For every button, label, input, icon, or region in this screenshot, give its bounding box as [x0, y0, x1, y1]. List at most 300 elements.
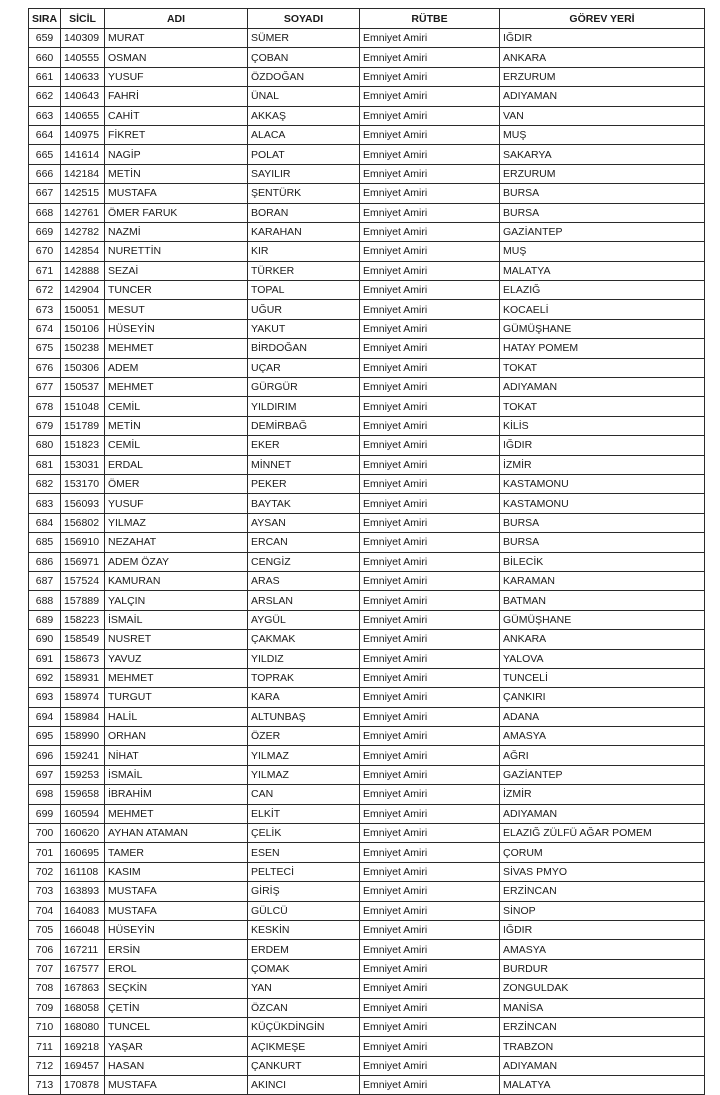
cell-sira: 684 — [29, 513, 61, 532]
table-row — [29, 48, 705, 67]
cell-gorev-yeri: ADANA — [500, 707, 705, 726]
cell-rutbe: Emniyet Amiri — [360, 804, 500, 823]
cell-rutbe: Emniyet Amiri — [360, 300, 500, 319]
cell-rutbe: Emniyet Amiri — [360, 339, 500, 358]
cell-sicil: 158974 — [61, 688, 105, 707]
cell-sicil: 142761 — [61, 203, 105, 222]
cell-rutbe: Emniyet Amiri — [360, 1056, 500, 1075]
cell-sira: 707 — [29, 959, 61, 978]
cell-adi: MUSTAFA — [105, 882, 248, 901]
cell-gorev-yeri: ÇANKIRI — [500, 688, 705, 707]
table-row — [29, 261, 705, 280]
cell-rutbe: Emniyet Amiri — [360, 67, 500, 86]
cell-gorev-yeri: ELAZIĞ — [500, 281, 705, 300]
cell-sira: 694 — [29, 707, 61, 726]
cell-soyadi: CENGİZ — [248, 552, 360, 571]
cell-soyadi: UÇAR — [248, 358, 360, 377]
cell-sira: 683 — [29, 494, 61, 513]
cell-adi: TAMER — [105, 843, 248, 862]
cell-sicil: 169457 — [61, 1056, 105, 1075]
cell-soyadi: ARAS — [248, 571, 360, 590]
table-row — [29, 804, 705, 823]
header-soyadi: SOYADI — [248, 9, 360, 29]
cell-soyadi: AYSAN — [248, 513, 360, 532]
cell-gorev-yeri: KASTAMONU — [500, 474, 705, 493]
cell-soyadi: GÜLCÜ — [248, 901, 360, 920]
cell-rutbe: Emniyet Amiri — [360, 785, 500, 804]
cell-gorev-yeri: BURSA — [500, 533, 705, 552]
cell-adi: HASAN — [105, 1056, 248, 1075]
cell-adi: ADEM ÖZAY — [105, 552, 248, 571]
cell-sira: 677 — [29, 378, 61, 397]
cell-adi: TUNCER — [105, 281, 248, 300]
table-row — [29, 940, 705, 959]
cell-sicil: 142888 — [61, 261, 105, 280]
cell-sicil: 167211 — [61, 940, 105, 959]
cell-adi: ORHAN — [105, 727, 248, 746]
cell-rutbe: Emniyet Amiri — [360, 319, 500, 338]
cell-soyadi: KESKİN — [248, 920, 360, 939]
cell-soyadi: AKINCI — [248, 1076, 360, 1095]
cell-sicil: 166048 — [61, 920, 105, 939]
cell-soyadi: ERDEM — [248, 940, 360, 959]
table-row — [29, 184, 705, 203]
cell-soyadi: SÜMER — [248, 29, 360, 48]
cell-sira: 692 — [29, 668, 61, 687]
cell-adi: AYHAN ATAMAN — [105, 824, 248, 843]
table-row — [29, 707, 705, 726]
cell-adi: EROL — [105, 959, 248, 978]
cell-rutbe: Emniyet Amiri — [360, 261, 500, 280]
cell-sicil: 158931 — [61, 668, 105, 687]
cell-adi: MURAT — [105, 29, 248, 48]
cell-soyadi: YAN — [248, 979, 360, 998]
cell-sicil: 156802 — [61, 513, 105, 532]
cell-sicil: 150051 — [61, 300, 105, 319]
cell-sicil: 167577 — [61, 959, 105, 978]
cell-rutbe: Emniyet Amiri — [360, 474, 500, 493]
cell-sira: 709 — [29, 998, 61, 1017]
cell-rutbe: Emniyet Amiri — [360, 106, 500, 125]
table-row — [29, 436, 705, 455]
table-row — [29, 145, 705, 164]
cell-rutbe: Emniyet Amiri — [360, 824, 500, 843]
header-rutbe: RÜTBE — [360, 9, 500, 29]
cell-soyadi: YILMAZ — [248, 746, 360, 765]
cell-sicil: 151789 — [61, 416, 105, 435]
cell-rutbe: Emniyet Amiri — [360, 843, 500, 862]
cell-sira: 690 — [29, 630, 61, 649]
cell-adi: NİHAT — [105, 746, 248, 765]
cell-gorev-yeri: İZMİR — [500, 455, 705, 474]
cell-sira: 686 — [29, 552, 61, 571]
table-row — [29, 785, 705, 804]
cell-soyadi: YAKUT — [248, 319, 360, 338]
cell-soyadi: ÇANKURT — [248, 1056, 360, 1075]
table-row — [29, 727, 705, 746]
cell-sicil: 163893 — [61, 882, 105, 901]
cell-rutbe: Emniyet Amiri — [360, 378, 500, 397]
cell-sira: 708 — [29, 979, 61, 998]
cell-gorev-yeri: ERZİNCAN — [500, 1017, 705, 1036]
cell-soyadi: KÜÇÜKDİNGİN — [248, 1017, 360, 1036]
table-row — [29, 455, 705, 474]
cell-sira: 682 — [29, 474, 61, 493]
table-row — [29, 67, 705, 86]
cell-adi: HALİL — [105, 707, 248, 726]
cell-sira: 680 — [29, 436, 61, 455]
cell-sira: 661 — [29, 67, 61, 86]
table-row — [29, 610, 705, 629]
table-row — [29, 824, 705, 843]
cell-gorev-yeri: BATMAN — [500, 591, 705, 610]
cell-sira: 671 — [29, 261, 61, 280]
cell-sira: 699 — [29, 804, 61, 823]
cell-gorev-yeri: GAZİANTEP — [500, 765, 705, 784]
cell-adi: ERSİN — [105, 940, 248, 959]
table-row — [29, 591, 705, 610]
cell-rutbe: Emniyet Amiri — [360, 746, 500, 765]
cell-rutbe: Emniyet Amiri — [360, 125, 500, 144]
cell-gorev-yeri: YALOVA — [500, 649, 705, 668]
cell-gorev-yeri: ZONGULDAK — [500, 979, 705, 998]
cell-soyadi: ÇOMAK — [248, 959, 360, 978]
cell-sicil: 140309 — [61, 29, 105, 48]
cell-rutbe: Emniyet Amiri — [360, 358, 500, 377]
header-sicil: SİCİL — [61, 9, 105, 29]
cell-gorev-yeri: KİLİS — [500, 416, 705, 435]
cell-sira: 660 — [29, 48, 61, 67]
cell-gorev-yeri: TOKAT — [500, 358, 705, 377]
cell-rutbe: Emniyet Amiri — [360, 87, 500, 106]
cell-adi: NAGİP — [105, 145, 248, 164]
cell-sira: 678 — [29, 397, 61, 416]
cell-sira: 706 — [29, 940, 61, 959]
cell-rutbe: Emniyet Amiri — [360, 436, 500, 455]
cell-soyadi: YILDIZ — [248, 649, 360, 668]
cell-soyadi: KARA — [248, 688, 360, 707]
cell-sira: 711 — [29, 1037, 61, 1056]
cell-gorev-yeri: ADIYAMAN — [500, 378, 705, 397]
cell-rutbe: Emniyet Amiri — [360, 513, 500, 532]
cell-soyadi: TOPAL — [248, 281, 360, 300]
cell-sicil: 157524 — [61, 571, 105, 590]
cell-gorev-yeri: AMASYA — [500, 727, 705, 746]
cell-gorev-yeri: BURSA — [500, 513, 705, 532]
cell-rutbe: Emniyet Amiri — [360, 571, 500, 590]
cell-adi: CEMİL — [105, 436, 248, 455]
cell-rutbe: Emniyet Amiri — [360, 688, 500, 707]
table-row — [29, 106, 705, 125]
table-row — [29, 688, 705, 707]
cell-rutbe: Emniyet Amiri — [360, 222, 500, 241]
cell-soyadi: AKKAŞ — [248, 106, 360, 125]
cell-adi: YAŞAR — [105, 1037, 248, 1056]
personnel-list-sheet — [28, 8, 704, 1095]
cell-rutbe: Emniyet Amiri — [360, 164, 500, 183]
cell-gorev-yeri: BURSA — [500, 184, 705, 203]
table-row — [29, 397, 705, 416]
cell-gorev-yeri: SİVAS PMYO — [500, 862, 705, 881]
cell-rutbe: Emniyet Amiri — [360, 184, 500, 203]
cell-sicil: 142854 — [61, 242, 105, 261]
cell-gorev-yeri: ÇORUM — [500, 843, 705, 862]
cell-adi: CAHİT — [105, 106, 248, 125]
cell-rutbe: Emniyet Amiri — [360, 1017, 500, 1036]
table-row — [29, 319, 705, 338]
cell-gorev-yeri: ANKARA — [500, 630, 705, 649]
cell-sira: 697 — [29, 765, 61, 784]
cell-sira: 687 — [29, 571, 61, 590]
table-row — [29, 378, 705, 397]
cell-sira: 710 — [29, 1017, 61, 1036]
cell-sira: 674 — [29, 319, 61, 338]
cell-soyadi: ESEN — [248, 843, 360, 862]
cell-rutbe: Emniyet Amiri — [360, 610, 500, 629]
cell-gorev-yeri: AĞRI — [500, 746, 705, 765]
cell-rutbe: Emniyet Amiri — [360, 765, 500, 784]
cell-rutbe: Emniyet Amiri — [360, 242, 500, 261]
cell-rutbe: Emniyet Amiri — [360, 862, 500, 881]
table-row — [29, 1076, 705, 1095]
cell-rutbe: Emniyet Amiri — [360, 29, 500, 48]
table-row — [29, 1017, 705, 1036]
cell-sicil: 140633 — [61, 67, 105, 86]
cell-adi: SEZAİ — [105, 261, 248, 280]
cell-gorev-yeri: ERZURUM — [500, 67, 705, 86]
table-row — [29, 862, 705, 881]
cell-sicil: 150106 — [61, 319, 105, 338]
table-row — [29, 920, 705, 939]
cell-adi: MEHMET — [105, 339, 248, 358]
cell-adi: YUSUF — [105, 494, 248, 513]
table-row — [29, 998, 705, 1017]
cell-sicil: 170878 — [61, 1076, 105, 1095]
cell-adi: ÇETİN — [105, 998, 248, 1017]
cell-rutbe: Emniyet Amiri — [360, 1037, 500, 1056]
cell-adi: TUNCEL — [105, 1017, 248, 1036]
cell-adi: MUSTAFA — [105, 184, 248, 203]
cell-adi: METİN — [105, 164, 248, 183]
cell-sira: 664 — [29, 125, 61, 144]
cell-adi: MEHMET — [105, 378, 248, 397]
cell-gorev-yeri: ADIYAMAN — [500, 804, 705, 823]
table-row — [29, 959, 705, 978]
table-header-row — [29, 9, 705, 29]
cell-sira: 691 — [29, 649, 61, 668]
cell-sicil: 161108 — [61, 862, 105, 881]
cell-sira: 668 — [29, 203, 61, 222]
table-row — [29, 533, 705, 552]
cell-sicil: 158673 — [61, 649, 105, 668]
cell-sicil: 164083 — [61, 901, 105, 920]
cell-sicil: 169218 — [61, 1037, 105, 1056]
cell-gorev-yeri: IĞDIR — [500, 436, 705, 455]
header-sira: SIRA — [29, 9, 61, 29]
cell-sicil: 168058 — [61, 998, 105, 1017]
cell-adi: SEÇKİN — [105, 979, 248, 998]
cell-sicil: 168080 — [61, 1017, 105, 1036]
cell-gorev-yeri: SİNOP — [500, 901, 705, 920]
cell-adi: FAHRİ — [105, 87, 248, 106]
cell-sira: 672 — [29, 281, 61, 300]
cell-sicil: 156910 — [61, 533, 105, 552]
cell-gorev-yeri: BURDUR — [500, 959, 705, 978]
cell-sira: 669 — [29, 222, 61, 241]
cell-sicil: 141614 — [61, 145, 105, 164]
cell-adi: İBRAHİM — [105, 785, 248, 804]
cell-soyadi: ÜNAL — [248, 87, 360, 106]
cell-gorev-yeri: GÜMÜŞHANE — [500, 610, 705, 629]
cell-rutbe: Emniyet Amiri — [360, 591, 500, 610]
cell-rutbe: Emniyet Amiri — [360, 630, 500, 649]
cell-sira: 665 — [29, 145, 61, 164]
cell-adi: TURGUT — [105, 688, 248, 707]
table-row — [29, 29, 705, 48]
cell-sira: 712 — [29, 1056, 61, 1075]
cell-sicil: 160594 — [61, 804, 105, 823]
cell-sicil: 159253 — [61, 765, 105, 784]
cell-sicil: 142782 — [61, 222, 105, 241]
cell-adi: ÖMER — [105, 474, 248, 493]
cell-adi: NURETTİN — [105, 242, 248, 261]
cell-rutbe: Emniyet Amiri — [360, 145, 500, 164]
cell-rutbe: Emniyet Amiri — [360, 552, 500, 571]
cell-soyadi: ÖZCAN — [248, 998, 360, 1017]
cell-sira: 688 — [29, 591, 61, 610]
cell-soyadi: ÖZER — [248, 727, 360, 746]
table-row — [29, 571, 705, 590]
cell-soyadi: CAN — [248, 785, 360, 804]
cell-soyadi: UĞUR — [248, 300, 360, 319]
cell-adi: NAZMİ — [105, 222, 248, 241]
cell-rutbe: Emniyet Amiri — [360, 533, 500, 552]
cell-rutbe: Emniyet Amiri — [360, 48, 500, 67]
header-adi: ADI — [105, 9, 248, 29]
cell-soyadi: ÇOBAN — [248, 48, 360, 67]
cell-adi: FİKRET — [105, 125, 248, 144]
cell-adi: İSMAİL — [105, 610, 248, 629]
cell-sicil: 153031 — [61, 455, 105, 474]
cell-sicil: 159241 — [61, 746, 105, 765]
cell-soyadi: TÜRKER — [248, 261, 360, 280]
cell-sicil: 167863 — [61, 979, 105, 998]
cell-gorev-yeri: KOCAELİ — [500, 300, 705, 319]
cell-sicil: 150238 — [61, 339, 105, 358]
cell-sicil: 158984 — [61, 707, 105, 726]
table-row — [29, 668, 705, 687]
cell-adi: METİN — [105, 416, 248, 435]
cell-sicil: 156971 — [61, 552, 105, 571]
cell-sira: 713 — [29, 1076, 61, 1095]
cell-sicil: 158990 — [61, 727, 105, 746]
cell-soyadi: EKER — [248, 436, 360, 455]
cell-soyadi: AYGÜL — [248, 610, 360, 629]
cell-adi: NEZAHAT — [105, 533, 248, 552]
cell-gorev-yeri: AMASYA — [500, 940, 705, 959]
cell-sicil: 157889 — [61, 591, 105, 610]
cell-soyadi: PEKER — [248, 474, 360, 493]
cell-gorev-yeri: SAKARYA — [500, 145, 705, 164]
cell-sira: 698 — [29, 785, 61, 804]
cell-adi: KASIM — [105, 862, 248, 881]
cell-rutbe: Emniyet Amiri — [360, 707, 500, 726]
cell-sira: 670 — [29, 242, 61, 261]
cell-gorev-yeri: IĞDIR — [500, 920, 705, 939]
table-row — [29, 649, 705, 668]
cell-rutbe: Emniyet Amiri — [360, 920, 500, 939]
cell-soyadi: BAYTAK — [248, 494, 360, 513]
cell-gorev-yeri: KARAMAN — [500, 571, 705, 590]
table-row — [29, 358, 705, 377]
cell-gorev-yeri: MANİSA — [500, 998, 705, 1017]
cell-sira: 704 — [29, 901, 61, 920]
cell-sicil: 153170 — [61, 474, 105, 493]
cell-adi: MEHMET — [105, 804, 248, 823]
table-row — [29, 87, 705, 106]
cell-soyadi: BİRDOĞAN — [248, 339, 360, 358]
cell-sicil: 158223 — [61, 610, 105, 629]
cell-rutbe: Emniyet Amiri — [360, 1076, 500, 1095]
cell-soyadi: KARAHAN — [248, 222, 360, 241]
cell-sira: 693 — [29, 688, 61, 707]
cell-rutbe: Emniyet Amiri — [360, 203, 500, 222]
header-gorev-yeri: GÖREV YERİ — [500, 9, 705, 29]
cell-soyadi: MİNNET — [248, 455, 360, 474]
cell-gorev-yeri: HATAY POMEM — [500, 339, 705, 358]
table-row — [29, 979, 705, 998]
cell-gorev-yeri: TRABZON — [500, 1037, 705, 1056]
cell-rutbe: Emniyet Amiri — [360, 979, 500, 998]
cell-soyadi: ERCAN — [248, 533, 360, 552]
cell-sira: 676 — [29, 358, 61, 377]
cell-soyadi: YILDIRIM — [248, 397, 360, 416]
cell-adi: OSMAN — [105, 48, 248, 67]
cell-soyadi: GİRİŞ — [248, 882, 360, 901]
cell-sira: 662 — [29, 87, 61, 106]
cell-gorev-yeri: İZMİR — [500, 785, 705, 804]
cell-rutbe: Emniyet Amiri — [360, 959, 500, 978]
cell-sira: 696 — [29, 746, 61, 765]
table-row — [29, 1037, 705, 1056]
cell-adi: HÜSEYİN — [105, 920, 248, 939]
cell-soyadi: ŞENTÜRK — [248, 184, 360, 203]
cell-gorev-yeri: ADIYAMAN — [500, 87, 705, 106]
table-row — [29, 1056, 705, 1075]
cell-gorev-yeri: GAZİANTEP — [500, 222, 705, 241]
cell-adi: ERDAL — [105, 455, 248, 474]
cell-adi: MESUT — [105, 300, 248, 319]
cell-rutbe: Emniyet Amiri — [360, 940, 500, 959]
cell-adi: YALÇIN — [105, 591, 248, 610]
cell-adi: KAMURAN — [105, 571, 248, 590]
cell-soyadi: POLAT — [248, 145, 360, 164]
cell-gorev-yeri: KASTAMONU — [500, 494, 705, 513]
table-row — [29, 300, 705, 319]
table-row — [29, 746, 705, 765]
cell-gorev-yeri: MALATYA — [500, 1076, 705, 1095]
cell-gorev-yeri: MUŞ — [500, 242, 705, 261]
table-row — [29, 901, 705, 920]
cell-soyadi: GÜRGÜR — [248, 378, 360, 397]
cell-sicil: 142515 — [61, 184, 105, 203]
cell-adi: MEHMET — [105, 668, 248, 687]
cell-sicil: 140643 — [61, 87, 105, 106]
cell-sira: 666 — [29, 164, 61, 183]
cell-sira: 705 — [29, 920, 61, 939]
cell-gorev-yeri: ERZİNCAN — [500, 882, 705, 901]
cell-sicil: 142904 — [61, 281, 105, 300]
